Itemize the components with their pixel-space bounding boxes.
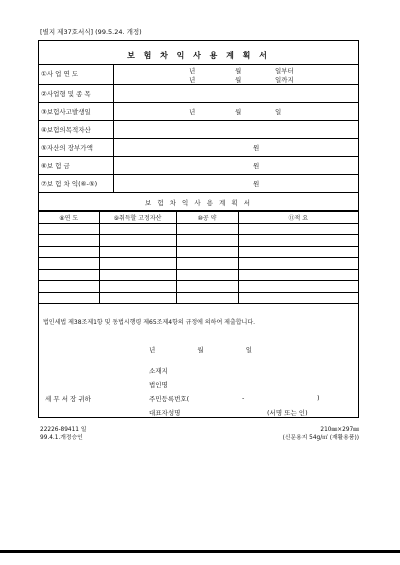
insurance-date-label: ③보험사고발생일 bbox=[41, 108, 91, 116]
footer-paper-size: 210㎜×297㎜ bbox=[320, 427, 359, 433]
footer-approval: 99.4.1.개정승인 bbox=[40, 435, 83, 441]
from-month: 월 bbox=[235, 67, 242, 75]
footer-paper-type: (신문용지 54g/㎡ (재활용품)) bbox=[282, 435, 359, 441]
table-row bbox=[39, 258, 358, 270]
table-row bbox=[39, 235, 358, 247]
to-year: 년 bbox=[189, 76, 196, 84]
rep-line bbox=[149, 408, 308, 417]
book-value-label: ⑤자산의 장부가액 bbox=[41, 144, 93, 152]
table-row bbox=[39, 292, 358, 304]
table-row bbox=[39, 223, 358, 235]
plan-header-amount: ⑩공 약 bbox=[176, 212, 238, 224]
table-row bbox=[39, 281, 358, 293]
rep-label: 대표자성명 bbox=[149, 409, 181, 417]
seal-label: (서명 또는 인) bbox=[267, 409, 308, 417]
table-row bbox=[39, 269, 358, 281]
insurance-date-row bbox=[39, 103, 358, 121]
insured-target-label: ④보험의목적자산 bbox=[41, 126, 91, 134]
table-row bbox=[39, 246, 358, 258]
plan-section-title: 보 험 차 익 사 용 계 획 서 bbox=[39, 193, 358, 211]
plan-header-year: ⑧연 도 bbox=[39, 212, 99, 224]
address-label: 소재지 bbox=[149, 367, 168, 375]
business-type-label: ②사업형 및 종 목 bbox=[41, 90, 91, 98]
business-year-label: ①사 업 연 도 bbox=[41, 70, 79, 78]
to-day: 일까지 bbox=[275, 76, 294, 84]
insurance-month: 월 bbox=[235, 108, 242, 116]
insurance-gain-row bbox=[39, 175, 358, 193]
insurance-gain-label: ⑦보 험 차 익(⑥-⑤) bbox=[41, 180, 98, 188]
to-month: 월 bbox=[235, 76, 242, 84]
reg-no-close: ) bbox=[317, 394, 320, 402]
from-day: 일부터 bbox=[275, 67, 294, 75]
tax-office-addressee: 세 무 서 장 귀하 bbox=[45, 395, 91, 403]
insurance-money-row bbox=[39, 157, 358, 175]
plan-table bbox=[39, 211, 358, 304]
info-grid bbox=[39, 64, 358, 304]
date-year: 년 bbox=[149, 346, 156, 354]
insurance-year: 년 bbox=[189, 108, 196, 116]
plan-header-remarks: ⑪적 요 bbox=[238, 212, 358, 224]
form-box bbox=[38, 40, 359, 418]
corp-name-label: 법인명 bbox=[149, 381, 168, 389]
date-day: 일 bbox=[245, 346, 252, 354]
reg-no-label: 주민등록번호( bbox=[149, 395, 190, 403]
insured-target-row bbox=[39, 121, 358, 139]
reg-no-dash: - bbox=[242, 394, 245, 402]
footer-code: 22226-89411 일 bbox=[40, 427, 87, 433]
insurance-money-unit: 원 bbox=[253, 162, 260, 170]
business-type-row bbox=[39, 85, 358, 103]
submission-date bbox=[149, 345, 292, 354]
insurance-day: 일 bbox=[275, 108, 282, 116]
plan-header-row bbox=[39, 212, 358, 224]
bottom-border bbox=[0, 550, 400, 553]
from-year: 년 bbox=[189, 67, 196, 75]
submission-statement: 법인세법 제38조제1항 및 동법시행령 제65조제4항의 규정에 의하여 제출합니다. bbox=[43, 319, 256, 326]
reg-no-line bbox=[149, 394, 320, 403]
insurance-gain-unit: 원 bbox=[253, 180, 260, 188]
book-value-row bbox=[39, 139, 358, 157]
plan-header-asset: ⑨취득할 고정자산 bbox=[99, 212, 176, 224]
insurance-money-label: ⑥보 험 금 bbox=[41, 162, 70, 170]
book-value-unit: 원 bbox=[253, 144, 260, 152]
date-month: 월 bbox=[197, 346, 204, 354]
form-title: 보 험 차 익 사 용 계 획 서 bbox=[127, 51, 270, 60]
form-number-note: [별지 제37호서식] (99.5.24. 개정) bbox=[40, 28, 142, 36]
business-year-row bbox=[39, 65, 358, 85]
